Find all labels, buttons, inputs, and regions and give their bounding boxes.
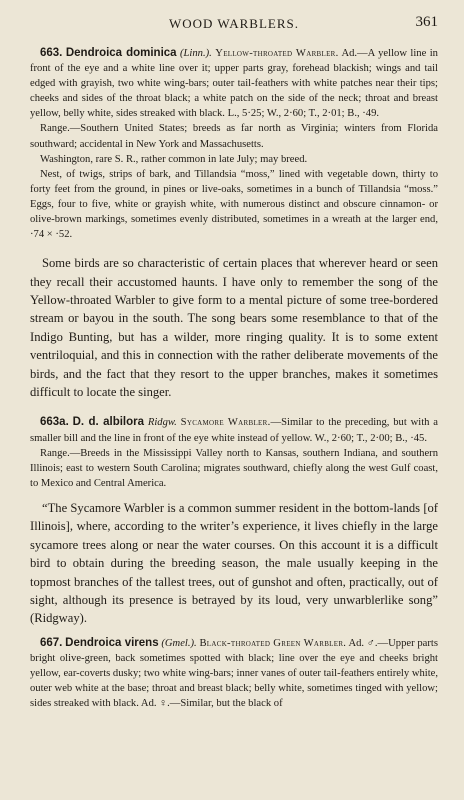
entry-663-essay: Some birds are so characteristic of certain places that wherever heard or seen they recall their accustomed haunts. I have only to remember the song of the Yellow-throated Warbler to give form to a mental picture of some tree-bordered stream or bayou in the south. The song bears some resemblance to that of the Indigo Bunting, but has a wilder, more ringing quality. It is to some extent ventriloquial, and this in connection with the rather deliberate movements of the birds, and the fact that they resort to the upper branches, makes it sometimes difficult to locate the singer. (30, 256, 438, 400)
page-number: 361 (415, 14, 438, 30)
entry-663a-common-name: Sycamore Warbler. (180, 417, 271, 429)
entry-663a-description-block (30, 415, 438, 445)
species-entry-667 (30, 636, 438, 711)
entry-663a-number: 663a. (40, 416, 69, 429)
entry-663-description: Ad.—A yellow line in front of the eye and a white line over it; upper parts gray, forehead blackish; wings and tail edged with grayish, two white wing-bars; outer tail-feathers with white patches near their tips; cheeks and sides of the throat black; a white patch on the side of the neck; throat and breast yellow, belly white, sides streaked with black. L., 5·25; W., 2·60; T., 2·01; B., ·49. (30, 48, 438, 120)
species-entry-663a (30, 415, 438, 490)
entry-663-description-block (30, 46, 438, 121)
entry-663a-description: —Similar to the preceding, but with a smaller bill and the line in front of the eye white instead of yellow. W., 2·60; T., 2·00; B., ·45. (30, 417, 439, 444)
entry-663-common-name: Yellow-throated Warbler. (215, 48, 339, 59)
entry-663a-range: Range.—Breeds in the Mississippi Valley north to Kansas, southern Indiana, and southern Illinois; east to western South Carolina; migrates southward, chiefly along the west Gulf coast, to Mexico and Central America. (30, 447, 438, 489)
entry-663-authority: (Linn.). (180, 48, 212, 59)
entry-667-number: 667. (40, 636, 63, 649)
entry-667-description: Ad. ♂.—Upper parts bright olive-green, back sometimes spotted with black; line over the eye and cheeks bright yellow, ear-coverts dusky; two white wing-bars; inner vanes of outer tail-feathers entirely white, outer web white at the base; throat and breast black; belly white, sometimes tinged with yellow; sides streaked with black. Ad. ♀.—Similar, but the black of (30, 637, 439, 710)
entry-663a-authority: Ridgw. (147, 417, 177, 429)
entry-663a-scientific-name: D. d. albilora (72, 416, 145, 429)
entry-667-description-block (30, 636, 438, 711)
entry-663-range: Range.—Southern United States; breeds as far north as Virginia; winters from Florida southward; accidental in New York and Massachusetts. (30, 123, 438, 150)
entry-667-authority: (Gmel.). (161, 637, 197, 649)
entry-663-nest: Nest, of twigs, strips of bark, and Tillandsia “moss,” lined with vegetable down, thirty to forty feet from the ground, in pines or live-oaks, sometimes in a bunch of Tillandsia “moss.” Eggs, four to five, white or grayish white, with numerous distinct and obscure cinnamon- or olive-brown markings, sometimes evenly distributed, sometimes in a wreath at the larger end, ·74 × ·52. (30, 168, 438, 241)
entry-663-washington: Washington, rare S. R., rather common in late July; may breed. (40, 153, 308, 165)
running-title: WOOD WARBLERS. (168, 16, 300, 31)
page-header (30, 14, 438, 38)
entry-663-number: 663. (40, 47, 63, 59)
entry-667-scientific-name: Dendroica virens (65, 636, 159, 649)
entry-663a-quote: “The Sycamore Warbler is a common summer resident in the bottom-lands [of Illinois], where, according to the writer’s experience, it lives chiefly in the large sycamore trees along or near the water courses. On this account it is a difficult bird to obtain during the breeding season, the male usually keeping in the topmost branches of the tallest trees, out of gunshot and often, practically, out of sight, although its presence is betrayed by its loud, very unwarblerlike song” (Ridgway). (30, 500, 438, 626)
entry-667-common-name: Black-throated Green Warbler. (199, 637, 347, 649)
species-entry-663 (30, 46, 438, 242)
entry-663-scientific-name: Dendroica dominica (65, 47, 177, 59)
